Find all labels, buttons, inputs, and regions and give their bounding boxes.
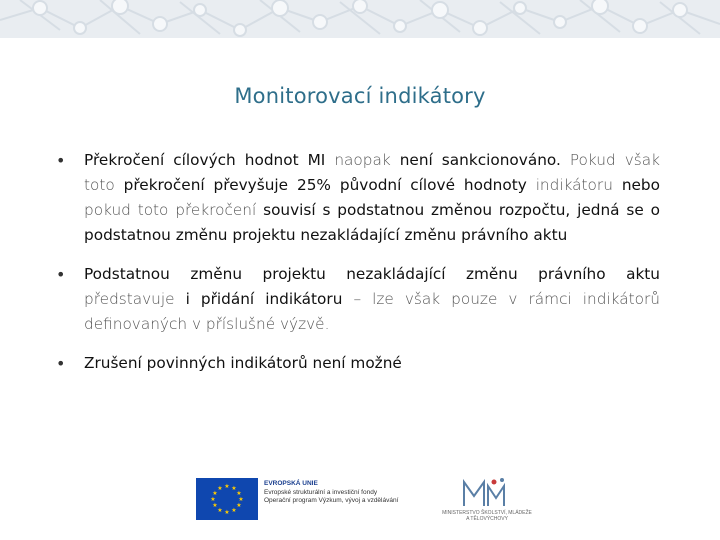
- text-segment: naopak: [334, 151, 400, 169]
- svg-text:★: ★: [224, 509, 230, 516]
- text-segment: Zrušení povinných indikátorů není možné: [84, 354, 402, 372]
- page-title: Monitorovací indikátory: [234, 84, 486, 108]
- text-segment: i přidání indikátoru: [185, 290, 354, 308]
- msmt-monogram-icon: [442, 476, 532, 510]
- eu-flag-logo: [196, 478, 258, 520]
- svg-text:★: ★: [212, 490, 218, 497]
- bullet-text: [84, 148, 660, 248]
- bullet-text: [84, 351, 660, 376]
- text-segment: Pokud však toto: [84, 151, 660, 194]
- text-segment: Podstatnou změnu projektu nezakládající změnu právního aktu: [84, 265, 660, 283]
- bullet-icon: •: [56, 151, 66, 170]
- bullet-icon: •: [56, 354, 66, 373]
- bullet-item: [56, 262, 660, 337]
- bullet-item: [56, 148, 660, 248]
- svg-text:★: ★: [210, 496, 216, 503]
- text-segment: překročení převyšuje 25% původní cílové hodnoty: [123, 176, 536, 194]
- svg-text:★: ★: [231, 485, 237, 492]
- text-segment: indikátoru: [535, 176, 622, 194]
- text-segment: představuje: [84, 290, 186, 308]
- text-segment: Překročení cílových hodnot MI: [84, 151, 335, 169]
- eu-logo-text: [264, 480, 454, 506]
- msmt-logo: [442, 476, 532, 522]
- footer-logos: [196, 476, 536, 524]
- text-segment: pokud toto překročení: [84, 201, 264, 219]
- eu-heading: EVROPSKÁ UNIE: [264, 480, 318, 487]
- decorative-header-band: [0, 0, 720, 38]
- bullet-item: [56, 351, 660, 376]
- svg-text:★: ★: [212, 502, 218, 509]
- eu-stars-icon: [196, 478, 258, 520]
- network-pattern-graphic: [0, 0, 720, 38]
- svg-text:★: ★: [236, 490, 242, 497]
- text-segment: nebo: [621, 176, 660, 194]
- bullet-list: [56, 148, 660, 390]
- text-segment: není sankcionováno.: [399, 151, 570, 169]
- eu-line: Evropské strukturální a investiční fondy: [264, 488, 378, 496]
- eu-line: Operační program Výzkum, vývoj a vzdělávání: [264, 497, 399, 505]
- bullet-text: [84, 262, 660, 337]
- svg-text:★: ★: [238, 496, 244, 503]
- svg-text:★: ★: [217, 507, 223, 514]
- svg-text:★: ★: [217, 485, 223, 492]
- svg-text:★: ★: [231, 507, 237, 514]
- msmt-label: MINISTERSTVO ŠKOLSTVÍ, MLÁDEŽE A TĚLOVÝCHOVY: [442, 510, 532, 522]
- text-segment: – lze však pouze v rámci indikátorů definovaných v příslušné výzvě.: [84, 290, 660, 333]
- svg-text:★: ★: [224, 483, 230, 490]
- bullet-icon: •: [56, 265, 66, 284]
- text-segment: souvisí s podstatnou změnou rozpočtu, jedná se o podstatnou změnu projektu nezakládající změnu právního aktu: [84, 201, 660, 244]
- svg-text:★: ★: [236, 502, 242, 509]
